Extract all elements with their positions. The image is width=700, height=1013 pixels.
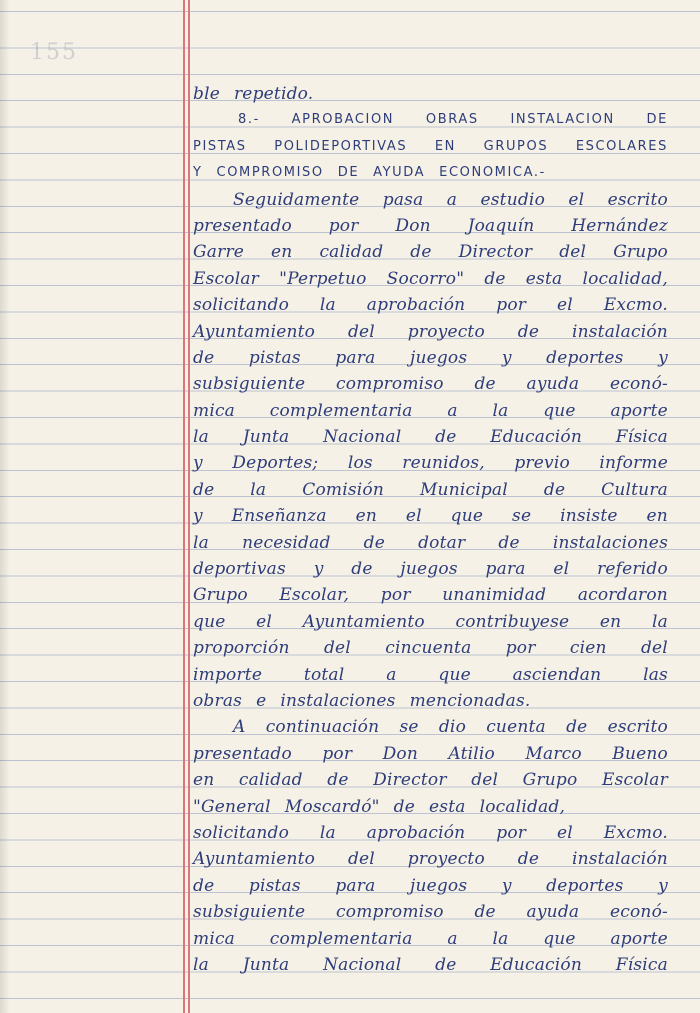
text-line: de pistas para juegos y deportes y <box>193 347 668 368</box>
text-line: de pistas para juegos y deportes y <box>193 875 668 896</box>
text-line: y Enseñanza en el que se insiste en <box>193 506 668 527</box>
text-line: Grupo Escolar, por unanimidad acordaron <box>193 585 668 606</box>
handwritten-text-block <box>193 81 668 978</box>
text-line: ble repetido. <box>193 84 314 104</box>
text-line: solicitando la aprobación por el Excmo. <box>193 822 668 843</box>
text-line: Y COMPROMISO DE AYUDA ECONOMICA.- <box>193 165 546 181</box>
text-line: la Junta Nacional de Educación Física <box>193 427 668 448</box>
text-line: Ayuntamiento del proyecto de instalación <box>193 321 668 342</box>
page-edge-shadow <box>0 0 10 1013</box>
text-line: A continuación se dio cuenta de escrito <box>233 717 668 738</box>
text-line: PISTAS POLIDEPORTIVAS EN GRUPOS ESCOLARES <box>193 138 668 154</box>
text-line: mica complementaria a la que aporte <box>193 400 668 421</box>
text-line: Ayuntamiento del proyecto de instalación <box>193 849 668 870</box>
text-line: Escolar "Perpetuo Socorro" de esta localidad, <box>193 268 668 289</box>
text-line: solicitando la aprobación por el Excmo. <box>193 295 668 316</box>
text-line: y Deportes; los reunidos, previo informe <box>193 453 668 474</box>
text-line: importe total a que asciendan las <box>193 664 668 685</box>
text-line: subsiguiente compromiso de ayuda econó- <box>193 374 668 395</box>
text-line: la Junta Nacional de Educación Física <box>193 954 668 975</box>
text-line: mica complementaria a la que aporte <box>193 928 668 949</box>
text-line: deportivas y de juegos para el referido <box>193 559 668 580</box>
text-line: "General Moscardó" de esta localidad, <box>193 796 566 817</box>
text-line: presentado por Don Atilio Marco Bueno <box>193 743 668 764</box>
margin-rule-left <box>183 0 185 1013</box>
text-line: Seguidamente pasa a estudio el escrito <box>233 189 668 210</box>
text-line: de la Comisión Municipal de Cultura <box>193 479 668 500</box>
page-number: 155 <box>30 40 78 65</box>
margin-rule-right <box>188 0 190 1013</box>
text-line: que el Ayuntamiento contribuyese en la <box>193 611 668 632</box>
text-line: obras e instalaciones mencionadas. <box>193 690 531 711</box>
text-line: presentado por Don Joaquín Hernández <box>193 215 668 236</box>
text-line: subsiguiente compromiso de ayuda econó- <box>193 902 668 923</box>
text-line: en calidad de Director del Grupo Escolar <box>193 770 668 791</box>
text-line: Garre en calidad de Director del Grupo <box>193 242 668 263</box>
text-line: la necesidad de dotar de instalaciones <box>193 532 668 553</box>
text-line: proporción del cincuenta por cien del <box>193 638 668 659</box>
text-line: 8.- APROBACION OBRAS INSTALACION DE <box>238 112 668 128</box>
